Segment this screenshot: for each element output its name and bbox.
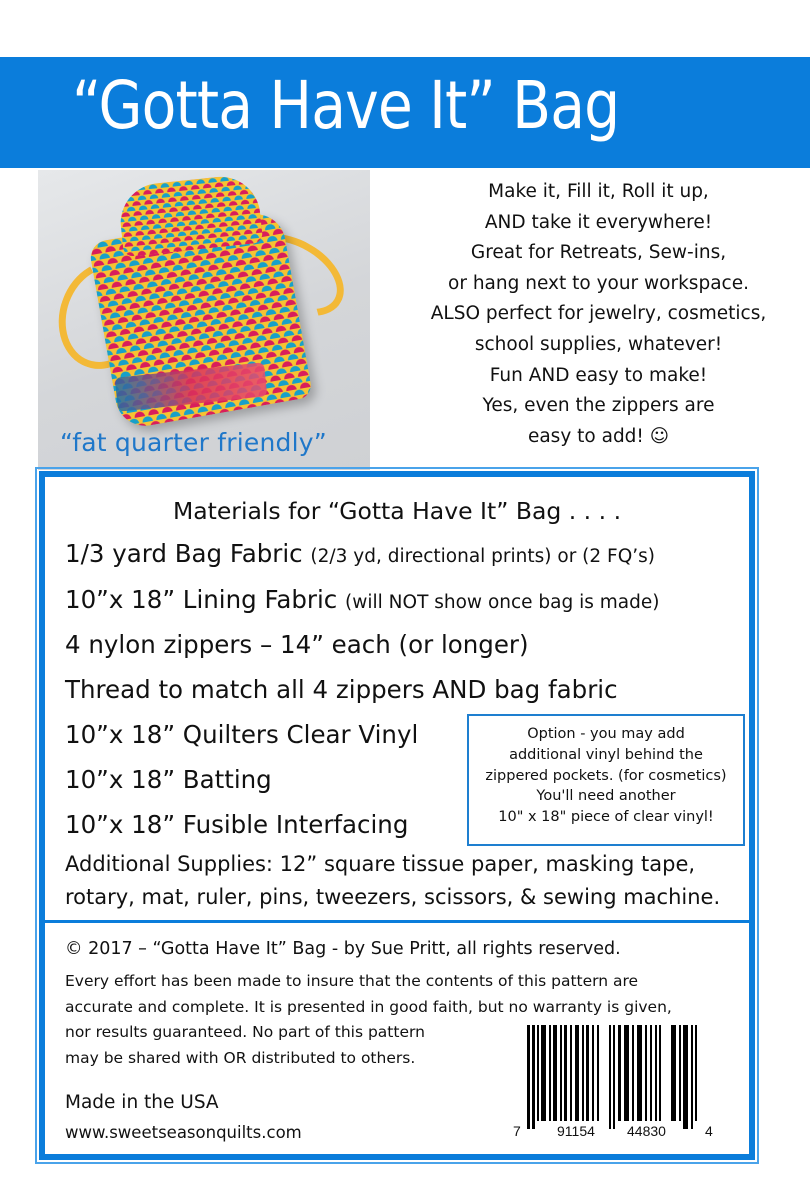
promo-line: Yes, even the zippers are: [482, 395, 715, 417]
material-item-main: 10”x 18” Batting: [65, 765, 272, 794]
promo-line-smiley: easy to add! ☺: [527, 425, 670, 447]
barcode-icon: [505, 1025, 725, 1145]
additional-supplies: [65, 848, 720, 914]
materials-box: [35, 467, 759, 1164]
material-item: [65, 630, 529, 659]
material-item-main: 10”x 18” Quilters Clear Vinyl: [65, 720, 419, 749]
promo-text: [396, 177, 801, 452]
supplies-line: Additional Supplies: 12” square tissue paper, masking tape,: [65, 852, 696, 876]
material-item: [65, 585, 659, 614]
material-item-note: (2/3 yd, directional prints) or (2 FQ’s): [310, 546, 655, 567]
promo-line: ALSO perfect for jewelry, cosmetics,: [430, 303, 767, 325]
material-item: [65, 765, 272, 794]
barcode-digit-last: 4: [705, 1123, 713, 1139]
title-banner: [0, 57, 810, 168]
barcode-digit-first: 7: [513, 1123, 521, 1139]
made-in-label: Made in the USA: [65, 1092, 219, 1113]
supplies-line: rotary, mat, ruler, pins, tweezers, scissors, & sewing machine.: [65, 885, 721, 909]
promo-line: Make it, Fill it, Roll it up,: [488, 181, 709, 202]
promo-line: school supplies, whatever!: [474, 333, 723, 355]
promo-line: AND take it everywhere!: [484, 211, 713, 233]
option-line: zippered pockets. (for cosmetics): [485, 767, 727, 784]
promo-line: Fun AND easy to make!: [489, 364, 708, 386]
promo-line: Great for Retreats, Sew-ins,: [470, 242, 727, 264]
material-item: [65, 539, 655, 568]
upc-barcode: [505, 1025, 725, 1145]
material-item-main: 10”x 18” Fusible Interfacing: [65, 810, 409, 839]
barcode-group-right: 44830: [627, 1123, 666, 1139]
material-item-main: 1/3 yard Bag Fabric: [65, 539, 311, 568]
photo-caption: “fat quarter friendly”: [60, 428, 327, 457]
promo-line: or hang next to your workspace.: [448, 272, 749, 294]
product-photo: [38, 170, 370, 470]
disclaimer-line: may be shared with OR distributed to others.: [65, 1048, 416, 1067]
option-line: Option - you may add: [527, 726, 685, 742]
disclaimer-line: accurate and complete. It is presented in good faith, but no warranty is given,: [65, 997, 672, 1016]
disclaimer-line: nor results guaranteed. No part of this pattern: [65, 1023, 425, 1041]
materials-panel: [39, 471, 755, 1160]
disclaimer-line: Every effort has been made to insure that the contents of this pattern are: [65, 972, 639, 990]
materials-heading: Materials for “Gotta Have It” Bag . . . .: [172, 497, 622, 525]
material-item-note: (will NOT show once bag is made): [345, 592, 660, 613]
option-note-box: [467, 714, 745, 846]
option-line: additional vinyl behind the: [509, 746, 703, 763]
material-item-main: 4 nylon zippers – 14” each (or longer): [65, 630, 529, 659]
material-item: [65, 720, 418, 749]
section-divider: [45, 920, 749, 923]
material-item: [65, 810, 408, 839]
website-link[interactable]: www.sweetseasonquilts.com: [65, 1123, 302, 1142]
option-line: You'll need another: [536, 788, 676, 805]
page-title: “Gotta Have It” Bag: [72, 67, 620, 144]
material-item-main: Thread to match all 4 zippers AND bag fabric: [65, 675, 618, 704]
rolled-bag-top: [117, 173, 264, 257]
option-line: 10" x 18" piece of clear vinyl!: [498, 809, 714, 826]
material-item: [65, 675, 618, 704]
material-item-main: 10”x 18” Lining Fabric: [65, 585, 346, 614]
copyright-notice: © 2017 – “Gotta Have It” Bag - by Sue Pritt, all rights reserved.: [65, 939, 621, 959]
barcode-group-left: 91154: [557, 1123, 595, 1139]
